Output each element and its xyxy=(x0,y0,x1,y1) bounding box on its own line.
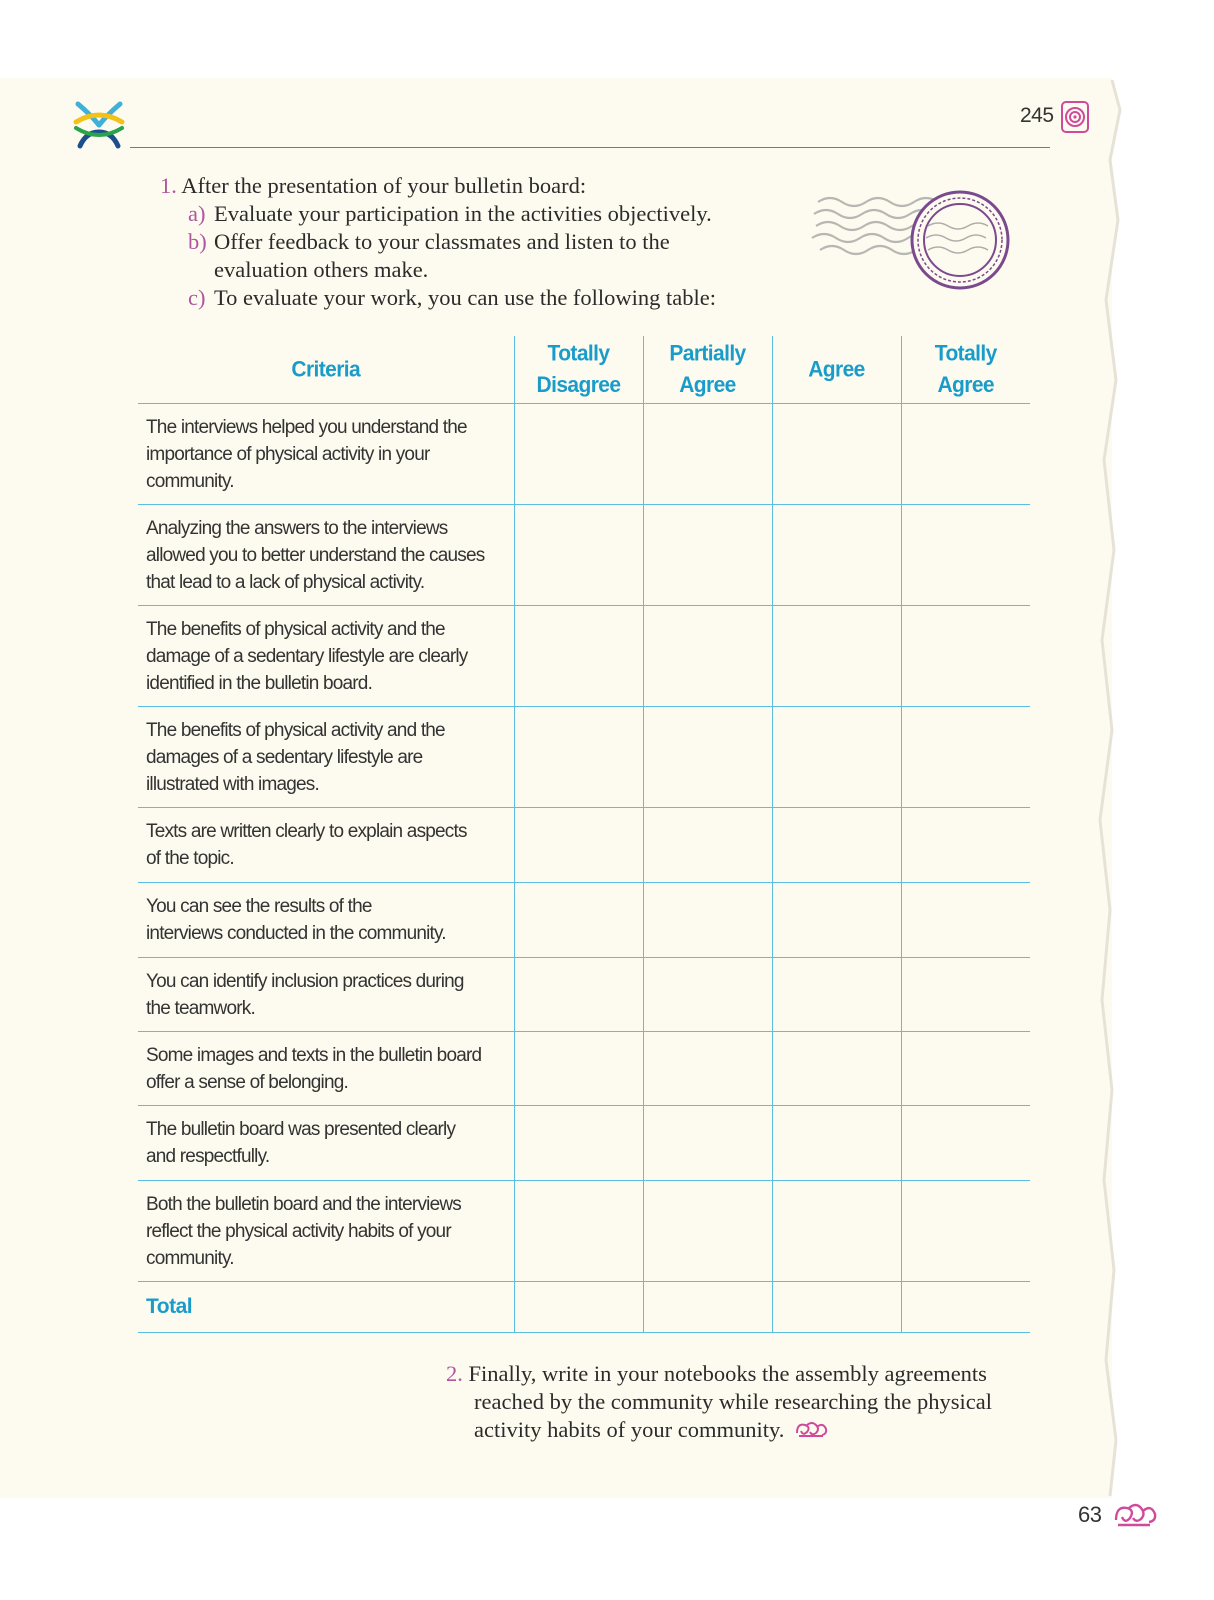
rating-cell-partially-agree[interactable] xyxy=(643,707,772,808)
criterion-line: Analyzing the answers to the interviews xyxy=(146,517,448,539)
subitem-text: Evaluate your participation in the activities objectively. xyxy=(214,201,712,226)
instruction-text: reached by the community while researching the physical xyxy=(474,1389,992,1414)
rating-cell-agree[interactable] xyxy=(772,808,901,883)
criterion-line: The bulletin board was presented clearly xyxy=(146,1119,456,1140)
header-line: Agree xyxy=(679,372,736,397)
criterion-cell xyxy=(138,707,514,808)
subitem-b-continued xyxy=(160,256,716,284)
instruction-text: After the presentation of your bulletin board: xyxy=(181,173,587,198)
criterion-line: the teamwork. xyxy=(146,997,255,1019)
criterion-cell xyxy=(138,808,514,883)
total-cell-totally-disagree[interactable] xyxy=(514,1282,643,1333)
criterion-line: illustrated with images. xyxy=(146,773,319,795)
criterion-line: interviews conducted in the community. xyxy=(146,923,446,944)
criterion-cell xyxy=(138,958,514,1032)
criterion-cell xyxy=(138,606,514,707)
table-row xyxy=(138,707,1030,808)
rating-cell-agree[interactable] xyxy=(772,1181,901,1282)
rating-cell-totally-agree[interactable] xyxy=(901,958,1030,1032)
rating-cell-agree[interactable] xyxy=(772,883,901,958)
table-row xyxy=(138,1181,1030,1282)
rating-cell-totally-disagree[interactable] xyxy=(514,958,643,1032)
criterion-line: Both the bulletin board and the interviews xyxy=(146,1193,461,1215)
criterion-line: The interviews helped you understand the xyxy=(146,416,467,438)
criterion-line: damage of a sedentary lifestyle are clearly xyxy=(146,645,468,667)
header-line: Agree xyxy=(937,372,995,397)
criterion-line: Some images and texts in the bulletin board xyxy=(146,1044,482,1066)
subitem-text: evaluation others make. xyxy=(214,257,429,282)
page-number-top: 245 xyxy=(1020,104,1054,127)
criterion-cell xyxy=(138,1181,514,1282)
rating-cell-partially-agree[interactable] xyxy=(643,958,772,1032)
subitem-a xyxy=(160,200,716,228)
spiral-ornament-icon xyxy=(1060,100,1090,134)
table-row xyxy=(138,1032,1030,1106)
subitem-label: c) xyxy=(188,285,206,310)
criterion-cell xyxy=(138,1106,514,1181)
header-totally-disagree xyxy=(514,334,643,405)
criterion-line: You can identify inclusion practices during xyxy=(146,970,464,992)
instruction-1 xyxy=(160,172,716,200)
table-row xyxy=(138,606,1030,707)
criterion-line: reflect the physical activity habits of your xyxy=(146,1220,451,1242)
instruction-2-line xyxy=(446,1388,992,1416)
rating-cell-agree[interactable] xyxy=(772,958,901,1032)
rating-cell-totally-agree[interactable] xyxy=(901,808,1030,883)
criterion-line: allowed you to better understand the causes xyxy=(146,544,485,566)
rating-cell-agree[interactable] xyxy=(772,505,901,606)
subitem-text: To evaluate your work, you can use the following table: xyxy=(214,285,717,310)
total-cell-partially-agree[interactable] xyxy=(643,1282,772,1333)
rating-cell-totally-agree[interactable] xyxy=(901,505,1030,606)
instruction-text: Finally, write in your notebooks the assembly agreements xyxy=(468,1361,987,1386)
people-circle-logo-icon xyxy=(72,98,126,152)
criterion-line: Texts are written clearly to explain aspects xyxy=(146,821,467,842)
rating-cell-totally-agree[interactable] xyxy=(901,1181,1030,1282)
rating-cell-totally-agree[interactable] xyxy=(901,707,1030,808)
evaluation-table xyxy=(138,336,1030,1333)
rating-cell-partially-agree[interactable] xyxy=(643,883,772,958)
criterion-line: and respectfully. xyxy=(146,1146,270,1167)
criterion-line: offer a sense of belonging. xyxy=(146,1071,348,1093)
header-rule xyxy=(130,147,1050,148)
rating-cell-totally-disagree[interactable] xyxy=(514,707,643,808)
header-line: Partially xyxy=(669,341,746,366)
table-header-row xyxy=(138,336,1030,404)
criterion-line: community. xyxy=(146,1247,234,1269)
header-partially-agree xyxy=(643,334,772,405)
criterion-line: identified in the bulletin board. xyxy=(146,672,373,694)
rating-cell-totally-disagree[interactable] xyxy=(514,1106,643,1181)
criterion-line: that lead to a lack of physical activity. xyxy=(146,571,425,593)
rating-cell-agree[interactable] xyxy=(772,606,901,707)
instruction-block-1 xyxy=(160,172,716,312)
rating-cell-totally-disagree[interactable] xyxy=(514,883,643,958)
rating-cell-agree[interactable] xyxy=(772,707,901,808)
header-criteria: Criteria xyxy=(138,334,514,405)
criterion-cell xyxy=(138,505,514,606)
rating-cell-totally-disagree[interactable] xyxy=(514,808,643,883)
instruction-2-line xyxy=(446,1416,992,1444)
table-row xyxy=(138,808,1030,883)
subitem-label: a) xyxy=(188,201,206,226)
rating-cell-partially-agree[interactable] xyxy=(643,1106,772,1181)
criterion-line: You can see the results of the xyxy=(146,896,372,917)
instruction-text: activity habits of your community. xyxy=(474,1417,785,1442)
total-cell-agree[interactable] xyxy=(772,1282,901,1333)
rating-cell-totally-disagree[interactable] xyxy=(514,1181,643,1282)
criterion-cell xyxy=(138,1032,514,1106)
rating-cell-totally-disagree[interactable] xyxy=(514,606,643,707)
rating-cell-totally-disagree[interactable] xyxy=(514,404,643,505)
torn-paper-edge xyxy=(1098,80,1132,1496)
rating-cell-totally-agree[interactable] xyxy=(901,883,1030,958)
header-line: Disagree xyxy=(536,372,621,397)
table-row xyxy=(138,958,1030,1032)
table-row xyxy=(138,1106,1030,1181)
header-agree: Agree xyxy=(772,334,901,405)
rating-cell-totally-agree[interactable] xyxy=(901,404,1030,505)
rating-cell-partially-agree[interactable] xyxy=(643,505,772,606)
instruction-block-2 xyxy=(446,1360,992,1444)
total-row xyxy=(138,1282,1030,1333)
page-number: 63 xyxy=(1078,1502,1102,1527)
header-line: Totally xyxy=(934,341,997,366)
criterion-cell xyxy=(138,883,514,958)
criterion-line: The benefits of physical activity and the xyxy=(146,719,445,741)
item-number: 1. xyxy=(160,173,177,198)
table-row xyxy=(138,505,1030,606)
rating-cell-partially-agree[interactable] xyxy=(643,606,772,707)
rating-cell-agree[interactable] xyxy=(772,404,901,505)
swirl-ornament-icon xyxy=(794,1419,828,1439)
total-label: Total xyxy=(138,1282,514,1333)
subitem-b xyxy=(160,228,716,256)
rating-cell-agree[interactable] xyxy=(772,1106,901,1181)
rating-cell-totally-agree[interactable] xyxy=(901,1032,1030,1106)
rating-cell-totally-agree[interactable] xyxy=(901,1106,1030,1181)
item-number: 2. xyxy=(446,1361,463,1386)
subitem-text: Offer feedback to your classmates and listen to the xyxy=(214,229,670,254)
rating-cell-partially-agree[interactable] xyxy=(643,1032,772,1106)
table-row xyxy=(138,404,1030,505)
instruction-2-line xyxy=(446,1360,992,1388)
rating-cell-partially-agree[interactable] xyxy=(643,1181,772,1282)
swirl-ornament-icon xyxy=(1112,1500,1158,1530)
rating-cell-agree[interactable] xyxy=(772,1032,901,1106)
rating-cell-totally-agree[interactable] xyxy=(901,606,1030,707)
table-row xyxy=(138,883,1030,958)
total-cell-totally-agree[interactable] xyxy=(901,1282,1030,1333)
criterion-line: community. xyxy=(146,470,234,492)
header-line: Totally xyxy=(547,341,610,366)
criterion-line: The benefits of physical activity and the xyxy=(146,618,445,640)
criterion-cell xyxy=(138,404,514,505)
subitem-label: b) xyxy=(188,229,207,254)
rating-cell-totally-disagree[interactable] xyxy=(514,1032,643,1106)
criterion-line: of the topic. xyxy=(146,848,234,869)
postmark-stamp-icon xyxy=(810,180,1015,298)
criterion-line: importance of physical activity in your xyxy=(146,443,430,465)
subitem-c xyxy=(160,284,716,312)
rating-cell-partially-agree[interactable] xyxy=(643,404,772,505)
rating-cell-totally-disagree[interactable] xyxy=(514,505,643,606)
rating-cell-partially-agree[interactable] xyxy=(643,808,772,883)
criterion-line: damages of a sedentary lifestyle are xyxy=(146,746,423,768)
header-totally-agree xyxy=(901,334,1030,405)
